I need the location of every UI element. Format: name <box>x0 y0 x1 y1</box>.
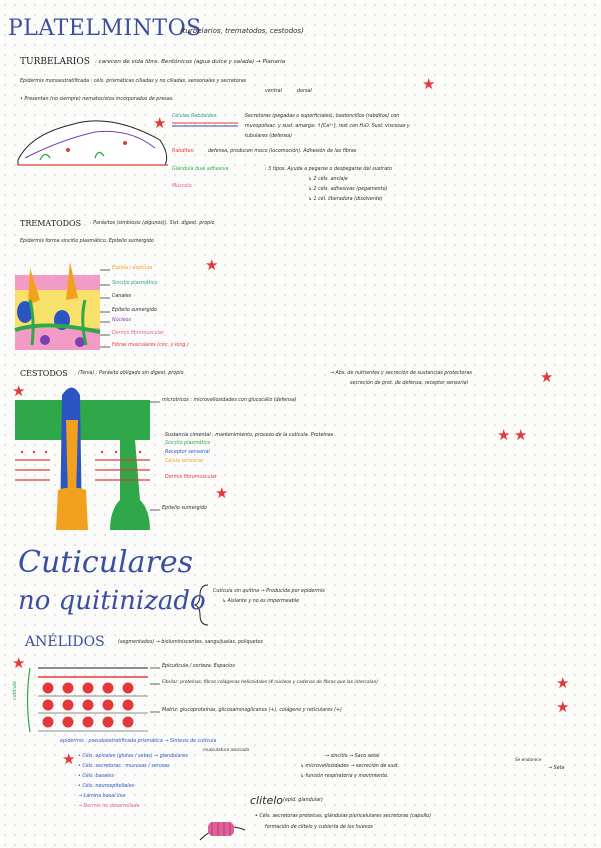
star-icon: ★ <box>422 75 436 93</box>
anelidos-subtitle: (segmentados) → bioluminiscentes, sanguijuelas, poliquetos <box>118 640 263 645</box>
celulas-rabdoides-label: Células Rabdoides: <box>172 114 218 119</box>
anelido-mid-microvell: ↳ microvellosidades → secreción de sust. <box>300 764 400 769</box>
cuticula-note-1: Cutícula sin quitina → Producida por epidermis <box>213 589 325 594</box>
clitelo-title: clitelo <box>250 794 284 807</box>
anelido-seta: → Seta <box>548 766 565 771</box>
anelido-label-epicuticula: Epicutícula / corteza. Espacios <box>162 664 235 669</box>
anelido-item-lamina: → Lámina basal lisa <box>78 794 126 799</box>
trem-label-epitelio: Epitelio sumergido <box>112 308 157 313</box>
trematodos-epidermis: Epidermis forma sincitio plasmático. Epitelio sumergido <box>20 239 154 244</box>
heading-cestodos: CESTODOS <box>20 369 68 378</box>
star-icon: ★ <box>497 426 511 444</box>
section-title-platelmintos: PLATELMINTOS <box>8 16 202 41</box>
trem-label-espina: Espina / espícula <box>112 266 153 271</box>
anelido-cuticle-drawing <box>28 668 149 732</box>
section-title-cuticulares: Cuticulares <box>18 545 194 580</box>
trem-label-sincitio: Sincitio plasmático <box>112 281 158 286</box>
glandula-type-2: ↳ 2 céls. adhesivas (pegamento) <box>308 187 388 192</box>
epidermis-line: Epidermis monoestratificada : céls. prismáticas ciliadas y no ciliadas, sensoriales y secretoras <box>20 79 247 84</box>
trematodo-tegument-drawing <box>15 262 100 350</box>
heading-trematodos: TREMATODOS <box>20 219 82 228</box>
trematodos-desc: : Parásitos (simbiosis (algunos)). Sist. digest. propio <box>90 221 215 226</box>
star-icon: ★ <box>153 114 167 132</box>
musculo-label: Músculo <box>172 184 192 189</box>
cestodo-tegument-drawing <box>15 388 150 531</box>
star-icon: ★ <box>12 654 26 672</box>
star-icon: ★ <box>205 256 219 274</box>
trem-label-nucleos: Núcleos <box>112 318 131 323</box>
celulas-rabdoides-desc-3: tubulares (defensa) <box>245 134 293 139</box>
anelido-label-fibrilar: Fibrilar: proteínas, fibras colágenas helicoidales (4 núcleos y cadenas de fibras que las intercalan) <box>162 680 379 685</box>
cuticula-side-label: cutícula <box>13 681 18 700</box>
cest-label-celula: Célula sensorial <box>165 459 203 464</box>
star-icon: ★ <box>556 698 570 716</box>
anelido-epidermis: epidermis : pseudoestratificada prismática → Síntesis de cutícula <box>60 739 217 744</box>
anelido-mid-sincitio: → sincitio → Saco setal <box>325 754 380 759</box>
glandula-desc: : 3 tipos. Ayuda a pegarse o despegarse del sustrato <box>265 167 392 172</box>
rabdites-label: Rabdites: <box>172 149 195 154</box>
microtricos-label: microtricos : microvellosidades con glucocáliz (defensa) <box>162 398 297 403</box>
cestodos-note-1: → Abs. de nutrientes y secreción de sustancias protectoras <box>330 371 472 376</box>
cest-label-sincitio: Sincitio plasmático <box>165 441 211 446</box>
sustancia-cimental: Sustancia cimental : mantenimiento, proceso de la cutícula. Proteínas <box>165 433 334 438</box>
clitelo-subtitle: (epid. glandular) <box>283 798 323 803</box>
anelido-item-dermis: → Dermis no desarrollada <box>78 804 140 809</box>
cest-label-receptor: Receptor sensorial <box>165 450 210 455</box>
heading-turbelarios: TURBELARIOS <box>20 57 90 67</box>
star-icon: ★ <box>514 426 528 444</box>
cestodos-note-2: secreción de prot. de defensa, receptor sensorial <box>350 381 468 386</box>
presentan-line: • Presentan (no siempre) nematocistos incorporados de presas. <box>20 97 174 102</box>
cuticula-note-2: ↳ Aislante y no es impermeable <box>222 599 300 604</box>
anelido-item-basales: • Céls. basales <box>78 774 114 779</box>
star-icon: ★ <box>62 750 76 768</box>
turbelarios-desc: : carecen de vida libre. Bentónicos (agua dulce y salada) → Planaria <box>95 59 286 65</box>
cestodos-desc: (Tenia) : Parásito obligado sin digest. propio <box>78 371 184 376</box>
clitelo-worm-drawing <box>200 822 245 840</box>
anelido-item-neuro: • Céls. neuroepiteliales <box>78 784 135 789</box>
glandula-type-1: ↳ 2 céls. anclaje <box>308 177 348 182</box>
anelido-item-apicales: • Céls. apicales (glutas / setas) → glandulares <box>78 754 188 759</box>
epidermis-sub-ventral: ventral <box>265 89 282 94</box>
anelido-mid-funcion: ↳ función respiratoria y movimiento. <box>300 774 389 779</box>
planaria-section-drawing <box>18 121 168 165</box>
star-icon: ★ <box>556 674 570 692</box>
star-icon: ★ <box>215 484 229 502</box>
clitelo-desc-1: • Céls. secretoras proteicas, glándulas pluricelulares secretoras (capullo) <box>255 814 431 819</box>
star-icon: ★ <box>12 382 26 400</box>
section-title-no-quitinizado: no quitinizado <box>18 586 206 616</box>
trem-label-fibras: Fibras musculares (circ. y long.) <box>112 343 189 348</box>
clitelo-desc-2: formación de clitelo y cubierta de los huevos <box>265 825 373 830</box>
trem-label-dermis: Dermis fibromuscular <box>112 331 164 336</box>
glandula-type-3: ↳ 1 cél. liberadora (disolvente) <box>308 197 383 202</box>
heading-anelidos: ANÉLIDOS <box>25 634 105 650</box>
celulas-rabdoides-desc-1: Secretoras (pegadas o superficiales), bastoncillos (rabditos) con <box>245 114 400 119</box>
anelido-item-secretoras: • Céls. secretoras : mucosas / serosas <box>78 764 170 769</box>
anelido-label-matriz: Matriz: glucoproteínas, glicosaminoglicanos (+), colágeno y reticulares (+) <box>162 708 342 713</box>
cest-label-epitelio: Epitelio sumergido <box>162 506 207 511</box>
trem-label-canales: Canales <box>112 294 132 299</box>
epidermis-sub-dorsal: dorsal <box>297 89 312 94</box>
star-icon: ★ <box>540 368 554 386</box>
celulas-rabdoides-desc-2: mucopolisac. y sust. amarga. ↑[Ca²⁺], rest con H₂O. Sust. viscosas y <box>245 124 410 129</box>
glandula-label: Glándula dual adhesiva <box>172 167 229 172</box>
rabdites-desc: defensa, producen moco (locomoción). Adhesión de las fibras <box>208 149 357 154</box>
anelido-se-endurece: Se endurece <box>515 757 542 762</box>
anelido-musculatura: musculatura asociada <box>203 747 250 752</box>
cest-label-dermis: Dermis fibromuscular <box>165 475 217 480</box>
platelmintos-subtitle: (turbelarios, trematodos, cestodos) <box>180 27 304 35</box>
